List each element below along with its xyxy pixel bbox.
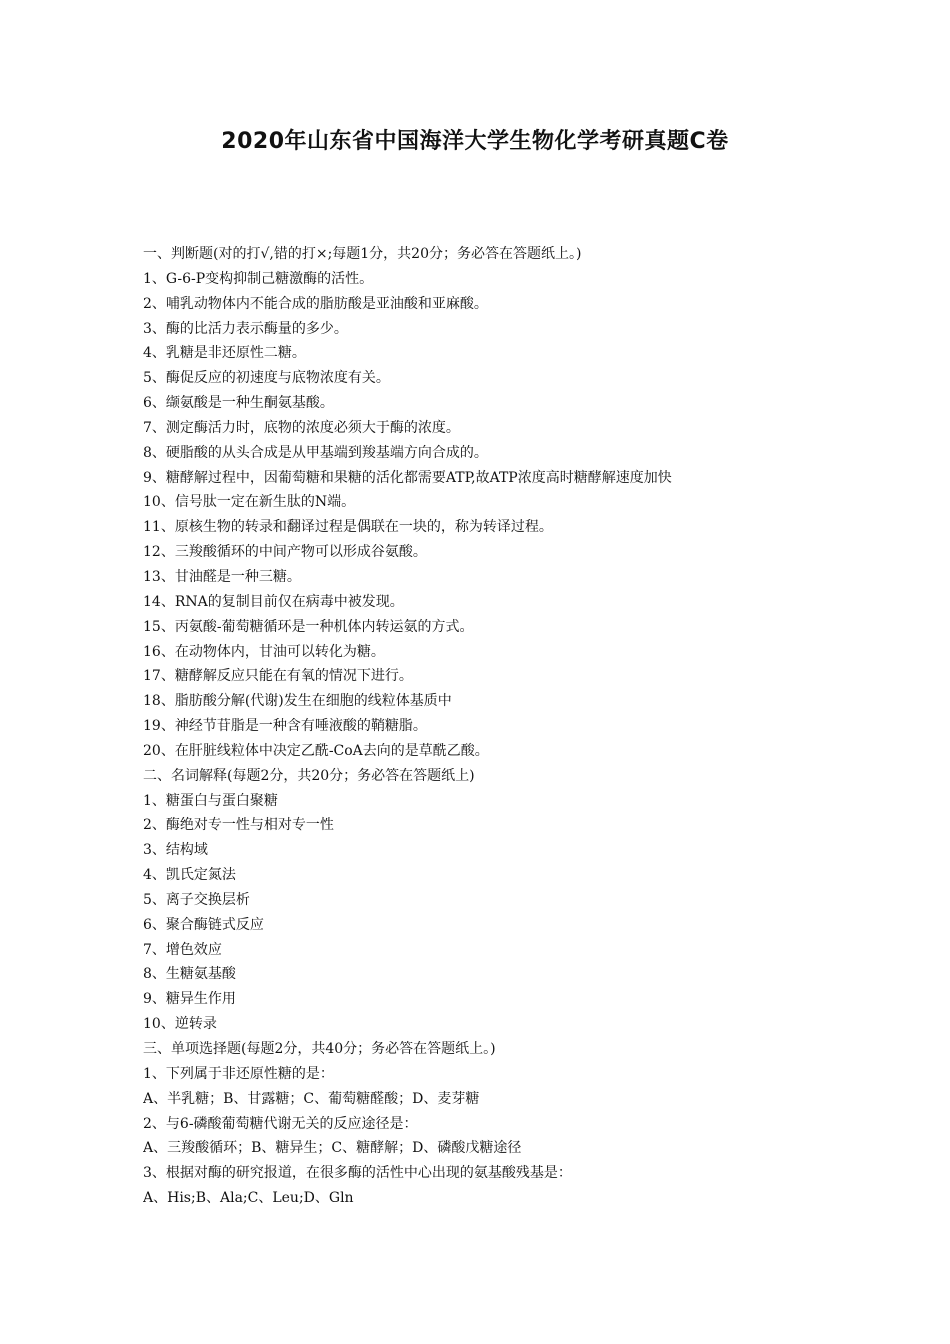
question-item: 5、酶促反应的初速度与底物浓度有关。 [143, 370, 390, 387]
question-item: 10、逆转录 [143, 1016, 217, 1033]
question-item: 9、糖酵解过程中，因葡萄糖和果糖的活化都需要ATP,故ATP浓度高时糖酵解速度加快 [143, 469, 672, 486]
question-item: 6、缬氨酸是一种生酮氨基酸。 [143, 395, 334, 412]
exam-content [143, 242, 933, 1211]
question-item: 12、三羧酸循环的中间产物可以形成谷氨酸。 [143, 544, 427, 561]
question-item: 2、酶绝对专一性与相对专一性 [143, 817, 334, 834]
question-item: 3、结构域 [143, 842, 208, 859]
question-item: 15、丙氨酸-葡萄糖循环是一种机体内转运氨的方式。 [143, 618, 474, 635]
question-item: 16、在动物体内，甘油可以转化为糖。 [143, 643, 385, 660]
question-item: 1、下列属于非还原性糖的是： [143, 1065, 334, 1082]
question-item: 7、增色效应 [143, 941, 222, 958]
question-item: 8、硬脂酸的从头合成是从甲基端到羧基端方向合成的。 [143, 444, 488, 461]
question-item: 17、糖酵解反应只能在有氧的情况下进行。 [143, 668, 413, 685]
question-item: 2、与6-磷酸葡萄糖代谢无关的反应途径是： [143, 1115, 418, 1132]
section-heading-multiple-choice: 三、单项选择题(每题2分，共40分；务必答在答题纸上。) [143, 1041, 496, 1057]
question-item: 1、糖蛋白与蛋白聚糖 [143, 792, 278, 809]
question-item: 4、凯氏定氮法 [143, 867, 236, 884]
question-item: 14、RNA的复制目前仅在病毒中被发现。 [143, 593, 404, 610]
question-item: 8、生糖氨基酸 [143, 966, 236, 983]
question-item: 13、甘油醛是一种三糖。 [143, 568, 301, 585]
question-item: 18、脂肪酸分解(代谢)发生在细胞的线粒体基质中 [143, 693, 452, 710]
question-item: 5、离子交换层析 [143, 891, 250, 908]
page-title: 2020年山东省中国海洋大学生物化学考研真题C卷 [221, 129, 729, 154]
question-item: 20、在肝脏线粒体中决定乙酰-CoA去向的是草酰乙酸。 [143, 742, 489, 759]
question-item: 3、酶的比活力表示酶量的多少。 [143, 320, 348, 337]
answer-options: A、三羧酸循环；B、糖异生；C、糖酵解；D、磷酸戊糖途径 [143, 1140, 522, 1157]
section-heading-true-false: 一、判断题(对的打√,错的打×;每题1分，共20分；务必答在答题纸上。) [143, 246, 582, 262]
section-heading-definitions: 二、名词解释(每题2分，共20分；务必答在答题纸上) [143, 767, 475, 784]
answer-options: A、His;B、Ala;C、Leu;D、Gln [143, 1190, 354, 1207]
question-item: 9、糖异生作用 [143, 991, 236, 1008]
question-item: 2、哺乳动物体内不能合成的脂肪酸是亚油酸和亚麻酸。 [143, 295, 488, 312]
question-item: 10、信号肽一定在新生肽的N端。 [143, 494, 356, 511]
question-item: 7、测定酶活力时，底物的浓度必须大于酶的浓度。 [143, 419, 460, 436]
question-item: 1、G-6-P变构抑制己糖激酶的活性。 [143, 270, 374, 287]
answer-options: A、半乳糖；B、甘露糖；C、葡萄糖醛酸；D、麦芽糖 [143, 1090, 480, 1107]
question-item: 6、聚合酶链式反应 [143, 916, 264, 933]
question-item: 3、根据对酶的研究报道，在很多酶的活性中心出现的氨基酸残基是： [143, 1165, 572, 1182]
question-item: 11、原核生物的转录和翻译过程是偶联在一块的，称为转译过程。 [143, 519, 553, 536]
question-item: 19、神经节苷脂是一种含有唾液酸的鞘糖脂。 [143, 718, 427, 735]
question-item: 4、乳糖是非还原性二糖。 [143, 345, 306, 362]
